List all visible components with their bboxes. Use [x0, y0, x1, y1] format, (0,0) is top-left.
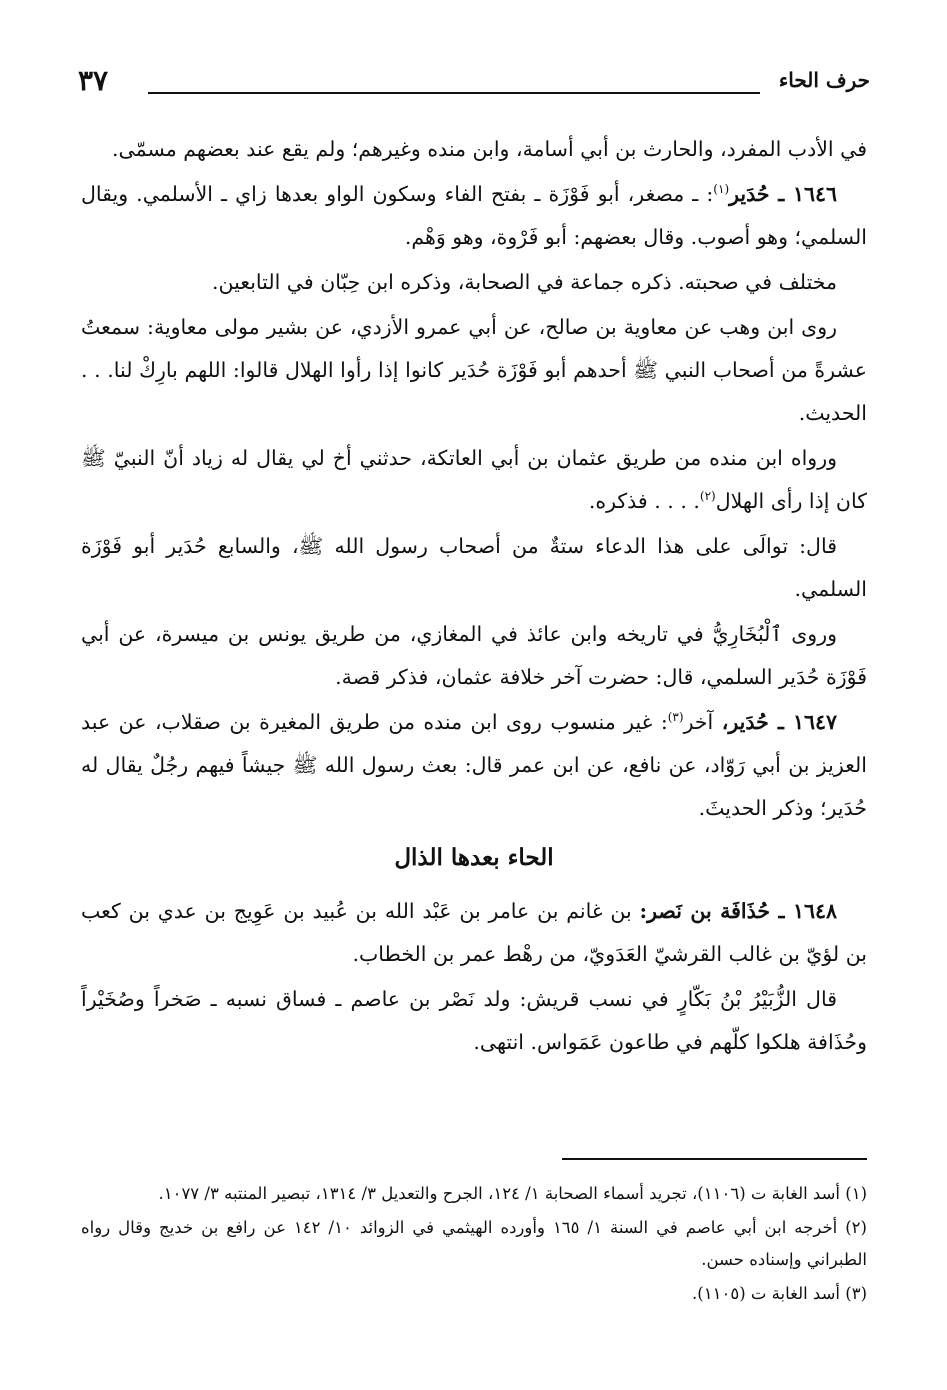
- paragraph: قال الزُّبَيْرُ بْنُ بَكّارٍ في نسب قريش: ولد نَصْر بن عاصم ـ فساق نسبه ـ صَخراً وصُخَيْراً وحُذَافة هلكوا كلّهم في طاعون عَمَواس. انتهى.: [81, 987, 867, 1054]
- paragraph: روى ابن وهب عن معاوية بن صالح، عن أبي عمرو الأزدي، عن بشير مولى معاوية: سمعتُ عشرةً من أصحاب النبي ﷺ أحدهم أبو فَوْزَة حُدَير كانوا إذا رأوا الهلال قالوا: اللهم بارِكْ لنا. . . الحديث.: [81, 315, 867, 425]
- footnote-separator: [562, 1158, 867, 1160]
- entry-text: : غير منسوب روى ابن منده من طريق المغيرة بن صقلاب، عن عبد العزيز بن أبي رَوّاد، عن نافع، عن ابن عمر قال: بعث رسول الله ﷺ جيشاً فيهم رجُلٌ يقال له حُدَير؛ وذكر الحديثَ.: [81, 710, 867, 820]
- entry-1646: [81, 173, 867, 259]
- header-rule: [148, 92, 760, 94]
- footnote-marker: (١): [713, 182, 730, 197]
- footnote-marker: (٢): [699, 489, 716, 504]
- paragraph: مختلف في صحبته. ذكره جماعة في الصحابة، وذكره ابن حِبّان في التابعين.: [212, 270, 837, 294]
- entry-heading: ١٦٤٧ ـ حُدَير،: [721, 710, 838, 734]
- entry-text: : ـ مصغر، أبو فَوْزَة ـ بفتح الفاء وسكون الواو بعدها زاي ـ الأسلمي. ويقال السلمي؛ وهو أصوب. وقال بعضهم: أبو فَرْوة، وهو وَهْم.: [81, 182, 867, 249]
- running-header: [78, 66, 870, 106]
- chapter-title: حرف الحاء: [778, 68, 870, 92]
- footnote-1: (١) أسد الغابة ت (١١٠٦)، تجريد أسماء الصحابة ١/ ١٢٤، الجرح والتعديل ٣/ ١٣١٤، تبصير المنتبه ٣/ ١٠٧٧.: [158, 1184, 867, 1203]
- main-text: [81, 128, 867, 1066]
- entry-heading: ١٦٤٦ ـ حُدَير: [729, 182, 838, 206]
- footnote-marker: (٣): [667, 710, 684, 725]
- paragraph: قال: توالَى على هذا الدعاء ستةٌ من أصحاب رسول الله ﷺ، والسابع حُدَير أبو فَوْزَة السلمي.: [81, 534, 867, 601]
- paragraph-continuation: في الأدب المفرد، والحارث بن أبي أسامة، وابن منده وغيرهم؛ ولم يقع عند بعضهم مسمّى.: [112, 137, 867, 161]
- footnote-2: (٢) أخرجه ابن أبي عاصم في السنة ١/ ١٦٥ وأورده الهيثمي في الزوائد ١٠/ ١٤٢ عن رافع بن خديج وقال رواه الطبراني وإسناده حسن.: [81, 1218, 867, 1269]
- footnote-3: (٣) أسد الغابة ت (١١٠٥).: [692, 1284, 867, 1303]
- entry-text: بن غانم بن عامر بن عَبْد الله بن عُبيد بن عَوِيج بن عدي بن كعب بن لؤيّ بن غالب القرشيّ العَدَويّ، من رهْط عمر بن الخطاب.: [81, 899, 867, 966]
- entry-1647: ١٦٤٧ ـ حُدَير، آخر$^{(٣)}$: غير منسوب روى ابن منده من طريق المغيرة بن صقلاب، عن عبد العزيز بن أبي رَوّاد، عن نافع، عن ابن عمر قال: بعث رسول الله ﷺ جيشاً فيهم رجُلٌ يقال له حُدَير؛ وذكر الحديثَ.: [81, 710, 867, 820]
- entry-heading: ١٦٤٨ ـ حُذَافَة بن نَصر:: [639, 899, 837, 923]
- entry-1648: [81, 890, 867, 976]
- paragraph: وروى ٱلْبُخَارِيُّ في تاريخه وابن عائذ في المغازي، من طريق يونس بن ميسرة، عن أبي فَوْزَة حُدَير السلمي، قال: حضرت آخر خلافة عثمان، فذكر قصة.: [81, 622, 867, 689]
- page-number: ٣٧: [78, 64, 109, 97]
- footnotes: [81, 1178, 867, 1312]
- paragraph: ورواه ابن منده من طريق عثمان بن أبي العاتكة، حدثني أخ لي يقال له زياد أنّ النبيّ ﷺ كان إذا رأى الهلال$^{(٢)}$. . . . فذكره.: [81, 446, 867, 513]
- section-heading: الحاء بعدها الذال: [394, 844, 554, 871]
